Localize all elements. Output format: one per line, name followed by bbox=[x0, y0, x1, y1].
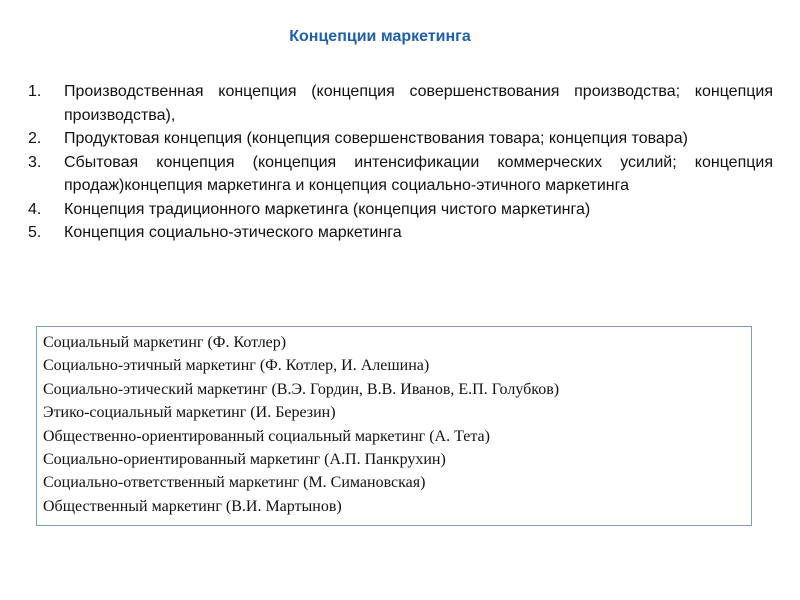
names-line: Социальный маркетинг (Ф. Котлер) bbox=[43, 334, 287, 351]
names-line: Социально-этический маркетинг (В.Э. Гордин, В.В. Иванов, Е.П. Голубков) bbox=[43, 380, 560, 398]
concept-item-2 bbox=[28, 127, 773, 151]
concept-number: 4. bbox=[28, 200, 42, 218]
concepts-list bbox=[28, 80, 773, 245]
concept-number: 2. bbox=[28, 130, 42, 147]
concept-item-4 bbox=[28, 198, 773, 222]
concept-number: 1. bbox=[28, 83, 42, 100]
names-line: Социально-ориентированный маркетинг (А.П. Панкрухин) bbox=[43, 451, 446, 469]
names-line: Социально-ответственный маркетинг (М. Симановская) bbox=[43, 474, 426, 492]
concept-number: 5. bbox=[28, 224, 42, 241]
names-line: Этико-социальный маркетинг (И. Березин) bbox=[43, 404, 336, 422]
names-line: Социально-этичный маркетинг (Ф. Котлер, И. Алешина) bbox=[43, 357, 430, 375]
concept-text: Производственная концепция (концепция совершенствования производства; концепция производства), bbox=[64, 83, 773, 124]
concept-text: Концепция традиционного маркетинга (концепция чистого маркетинга) bbox=[64, 200, 591, 218]
concept-item-1 bbox=[28, 80, 773, 127]
marketing-names-box bbox=[36, 326, 752, 526]
concept-text: Сбытовая концепция (концепция интенсификации коммерческих усилий; концепция продаж)концепция маркетинга и концепция социально-этичного маркетинга bbox=[64, 153, 773, 194]
concept-item-3 bbox=[28, 151, 773, 198]
concept-text: Продуктовая концепция (концепция совершенствования товара; концепция товара) bbox=[64, 130, 688, 147]
names-line: Общественно-ориентированный социальный маркетинг (А. Тета) bbox=[43, 427, 490, 445]
concept-item-5 bbox=[28, 221, 773, 245]
concept-number: 3. bbox=[28, 153, 42, 171]
slide-title: Концепции маркетинга bbox=[289, 28, 471, 45]
names-line: Общественный маркетинг (В.И. Мартынов) bbox=[43, 497, 342, 515]
concept-text: Концепция социально-этического маркетинга bbox=[64, 224, 402, 241]
